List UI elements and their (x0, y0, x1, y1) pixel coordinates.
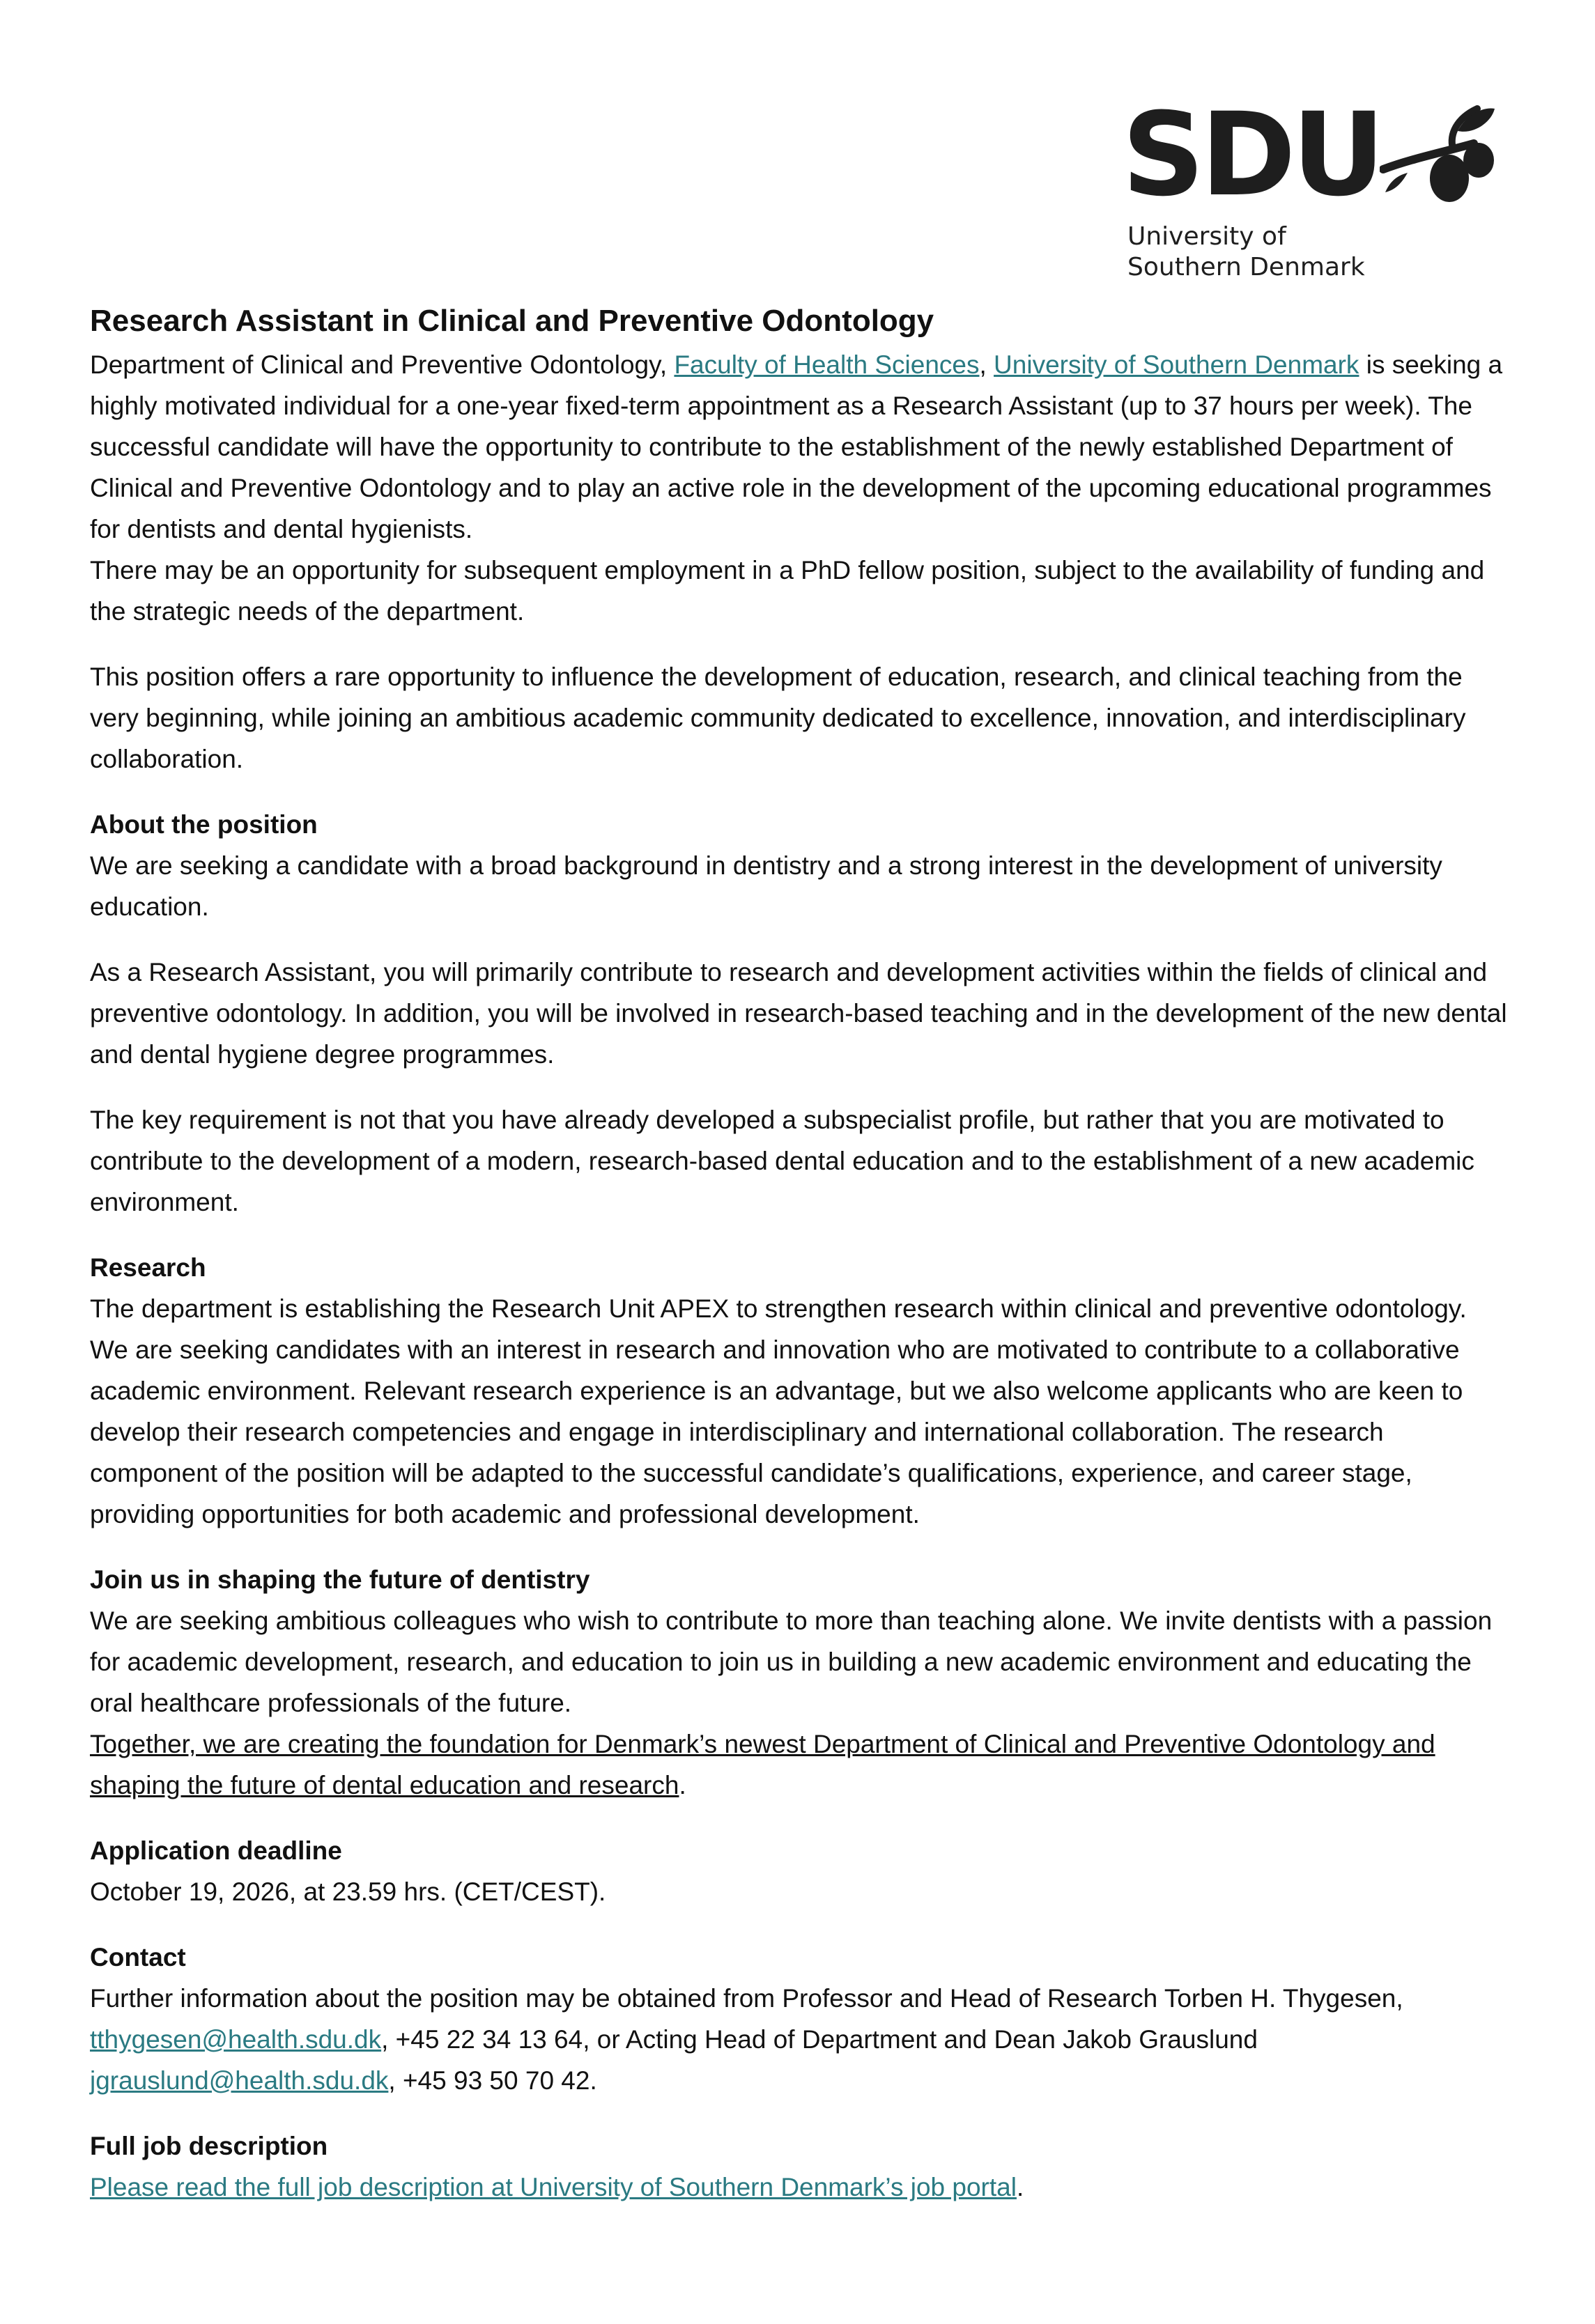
join-period: . (679, 1771, 686, 1799)
intro-paragraph-1 (90, 344, 1511, 550)
university-link[interactable]: University of Southern Denmark (994, 350, 1359, 379)
about-paragraph-1: We are seeking a candidate with a broad background in dentistry and a strong interest in the development of university education. (90, 851, 1442, 921)
research-heading: Research (90, 1253, 206, 1282)
join-paragraph-2 (90, 1723, 1511, 1806)
contact-paragraph (90, 1978, 1511, 2101)
about-paragraph-3: The key requirement is not that you have already developed a subspecialist profile, but rather that you are motivated to contribute to the development of a modern, research-based dental education and to the establishment of a new academic environment. (90, 1106, 1474, 1216)
research-paragraph: The department is establishing the Research Unit APEX to strengthen research within clinical and preventive odontology. We are seeking candidates with an interest in research and innovation who are motivated to contribute to a collaborative academic environment. Relevant research experience is an advantage, but we also welcome applicants who are keen to develop their research competencies and engage in interdisciplinary and international collaboration. The research component of the position will be adapted to the successful candidate’s qualifications, experience, and career stage, providing opportunities for both academic and professional development. (90, 1294, 1467, 1528)
deadline-text: October 19, 2026, at 23.59 hrs. (CET/CEST). (90, 1877, 606, 1906)
full-description-paragraph (90, 2167, 1511, 2208)
job-portal-link[interactable]: Please read the full job description at University of Southern Denmark’s job portal (90, 2173, 1017, 2201)
logo-subtitle-line2: Southern Denmark (1127, 253, 1365, 281)
join-underlined-text: Together, we are creating the foundation for Denmark’s newest Department of Clinical and Preventive Odontology and shaping the future of dental education and research (90, 1730, 1435, 1799)
faculty-link[interactable]: Faculty of Health Sciences (674, 350, 980, 379)
email-link-grauslund[interactable]: jgrauslund@health.sdu.dk (90, 2066, 389, 2095)
about-heading: About the position (90, 810, 318, 839)
intro-separator: , (979, 350, 994, 379)
full-description-period: . (1016, 2173, 1024, 2201)
intro-text-start: Department of Clinical and Preventive Odontology, (90, 350, 675, 379)
olive-branch-icon (1380, 103, 1498, 208)
full-description-heading: Full job description (90, 2132, 328, 2160)
about-paragraph-2: As a Research Assistant, you will primarily contribute to research and development activities within the fields of clinical and preventive odontology. In addition, you will be involved in research-based teaching and in the development of the new dental and dental hygiene degree programmes. (90, 958, 1507, 1069)
page-title: Research Assistant in Clinical and Preventive Odontology (90, 304, 934, 338)
logo-subtitle (1127, 222, 1365, 283)
logo-subtitle-line1: University of (1127, 222, 1286, 251)
job-posting (90, 300, 1511, 2232)
deadline-heading: Application deadline (90, 1836, 342, 1865)
sdu-logo (1122, 88, 1498, 286)
logo-wordmark: SDU (1122, 88, 1381, 222)
intro-paragraph-2: There may be an opportunity for subsequent employment in a PhD fellow position, subject to the availability of funding and the strategic needs of the department. (90, 556, 1485, 626)
contact-heading: Contact (90, 1943, 186, 1971)
join-heading: Join us in shaping the future of dentistry (90, 1565, 590, 1594)
intro-text-end: is seeking a highly motivated individual for a one-year fixed-term appointment as a Research Assistant (up to 37 hours per week). The successful candidate will have the opportunity to contribute to the establishment of the newly established Department of Clinical and Preventive Odontology and to play an active role in the development of the upcoming educational programmes for dentists and dental hygienists. (90, 350, 1503, 543)
email-link-thygesen[interactable]: tthygesen@health.sdu.dk (90, 2025, 382, 2054)
intro-paragraph-3: This position offers a rare opportunity to influence the development of education, research, and clinical teaching from the very beginning, while joining an ambitious academic community dedicated to excellence, innovation, and interdisciplinary collaboration. (90, 663, 1466, 773)
contact-text-end: , +45 93 50 70 42. (388, 2066, 597, 2095)
join-paragraph-1: We are seeking ambitious colleagues who wish to contribute to more than teaching alone. We invite dentists with a passion for academic development, research, and education to join us in building a new academic environment and educating the oral healthcare professionals of the future. (90, 1606, 1493, 1717)
contact-text-start: Further information about the position may be obtained from Professor and Head of Research Torben H. Thygesen, (90, 1984, 1403, 2013)
contact-text-middle: , +45 22 34 13 64, or Acting Head of Department and Dean Jakob Grauslund (381, 2025, 1258, 2054)
